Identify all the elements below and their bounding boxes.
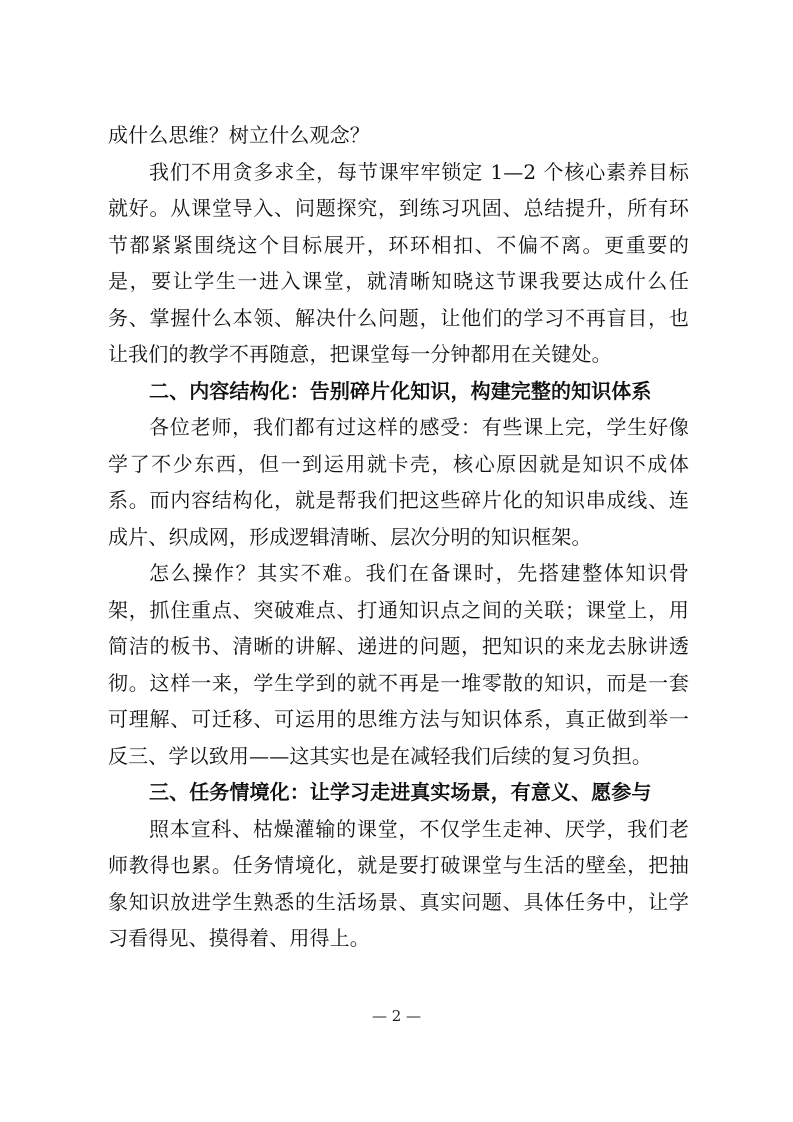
paragraph-continuation: 成什么思维？树立什么观念？	[108, 123, 370, 147]
page-number: — 2 —	[371, 1007, 422, 1025]
paragraph-real-scenarios: 照本宣科、枯燥灌输的课堂，不仅学生走神、厌学，我们老师教得也累。任务情境化，就是要打破课堂与生活的壁垒，把抽象知识放进学生熟悉的生活场景、真实问题、具体任务中，让学习看得见、摸得着、用得上。	[108, 816, 689, 950]
paragraph-how-to-operate: 怎么操作？其实不难。我们在备课时，先搭建整体知识骨架，抓住重点、突破难点、打通知识点之间的关联；课堂上，用简洁的板书、清晰的讲解、递进的问题，把知识的来龙去脉讲透彻。这样一来，学生学到的就不再是一堆零散的知识，而是一套可理解、可迁移、可运用的思维方法与知识体系，真正做到举一反三、学以致用——这其实也是在减轻我们后续的复习负担。	[108, 561, 689, 768]
paragraph-core-literacy-goals: 我们不用贪多求全，每节课牢牢锁定 1—2 个核心素养目标就好。从课堂导入、问题探究，到练习巩固、总结提升，所有环节都紧紧围绕这个目标展开，环环相扣、不偏不离。更重要的是，要让学生一进入课堂，就清晰知晓这节课我要达成什么任务、掌握什么本领、解决什么问题，让他们的学习不再盲目，也让我们的教学不再随意，把课堂每一分钟都用在关键处。	[108, 159, 689, 366]
document-body	[108, 117, 689, 957]
section-heading-content-structuring: 二、内容结构化：告别碎片化知识，构建完整的知识体系	[149, 378, 652, 403]
paragraph-fragmented-knowledge: 各位老师，我们都有过这样的感受：有些课上完，学生好像学了不少东西，但一到运用就卡壳，核心原因就是知识不成体系。而内容结构化，就是帮我们把这些碎片化的知识串成线、连成片、织成网，形成逻辑清晰、层次分明的知识框架。	[108, 415, 689, 549]
section-heading-task-situation: 三、任务情境化：让学习走进真实场景，有意义、愿参与	[149, 780, 652, 804]
